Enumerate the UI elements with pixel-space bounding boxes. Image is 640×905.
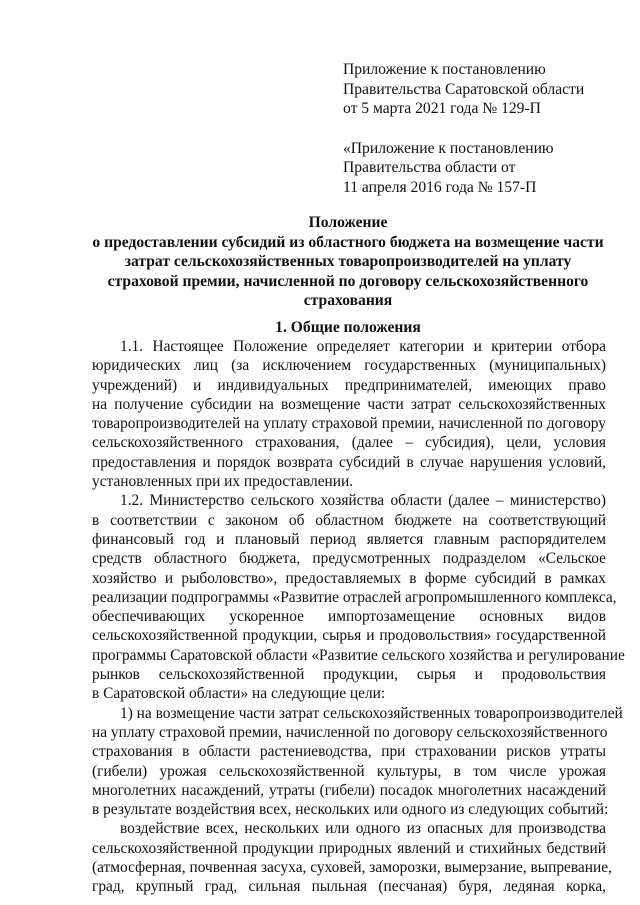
body-line: хозяйство и рыболовство», предоставляемых в форме субсидий в рамках <box>92 569 606 587</box>
body-line: установленных при их предоставлении. <box>92 473 354 491</box>
body-line: в Саратовской области» на следующие цели: <box>92 685 386 703</box>
approval-header <box>343 60 613 197</box>
body-line: на уплату страховой премии, начисленной по договору сельскохозяйственного <box>92 723 608 741</box>
body-line: в результате воздействия всех, нескольких или одного из следующих событий: <box>92 801 609 819</box>
body-line: (гибели) урожая сельскохозяйственной культуры, в том числе урожая <box>92 762 606 780</box>
body-line: обеспечивающих ускоренное импортозамещение основных видов <box>92 608 606 626</box>
body-line: финансовый год и плановый период является главным распорядителем <box>92 530 606 548</box>
body-line: на получение субсидии на возмещение части затрат сельскохозяйственных <box>92 395 606 413</box>
approval-spacer <box>343 119 613 139</box>
body-line: (атмосферная, почвенная засуха, суховей, заморозки, вымерзание, выпревание, <box>92 859 612 877</box>
body-line: реализации подпрограммы «Развитие отраслей агропромышленного комплекса, <box>92 588 617 606</box>
approval-line: 11 апреля 2016 года № 157-П <box>343 178 537 196</box>
title-line: страхования <box>303 292 393 310</box>
body-line: рынков сельскохозяйственной продукции, сырья и продовольствия <box>92 666 606 684</box>
body-line: средств областного бюджета, предусмотренных подразделом «Сельское <box>92 550 606 568</box>
body-line: сельскохозяйственной продукции природных явлений и стихийных бедствий <box>92 839 606 857</box>
body-line: 1.2. Министерство сельского хозяйства области (далее – министерство) <box>120 492 606 510</box>
body-line: 1.1. Настоящее Положение определяет категории и критерии отбора <box>120 338 606 355</box>
approval-line: «Приложение к постановлению <box>343 139 554 157</box>
body-line: сельскохозяйственного страхования, (далее – субсидия), цели, условия <box>92 434 606 452</box>
body-line: товаропроизводителей на уплату страховой премии, начисленной по договору <box>92 415 606 433</box>
body-line: град, крупный град, сильная пыльная (песчаная) буря, ледяная корка, <box>92 878 606 896</box>
body-text <box>92 337 625 897</box>
body-line: страхования в области растениеводства, при страховании рисков утраты <box>92 743 606 761</box>
title-line: о предоставлении субсидий из областного бюджета на возмещение части <box>92 233 604 251</box>
approval-line: Приложение к постановлению <box>343 61 546 78</box>
title-heading: Положение <box>308 214 388 231</box>
body-line: 1) на возмещение части затрат сельскохозяйственных товаропроизводителей <box>120 704 623 722</box>
approval-line: от 5 марта 2021 года № 129-П <box>343 100 541 117</box>
title-line: затрат сельскохозяйственных товаропроизводителей на уплату <box>124 253 572 271</box>
body-line: многолетних насаждений, утраты (гибели) посадок многолетних насаждений <box>92 781 606 799</box>
body-line: предоставления и порядок возврата субсидий в случае нарушения условий, <box>92 453 606 471</box>
approval-line: Правительства Саратовской области <box>343 80 585 98</box>
section-heading: 1. Общие положения <box>275 319 421 336</box>
approval-line: Правительства области от <box>343 159 516 176</box>
body-line: воздействие всех, нескольких или одного из опасных для производства <box>120 820 606 838</box>
body-line: в соответствии с законом об областном бюджете на соответствующий <box>92 511 606 529</box>
title-line: страховой премии, начисленной по договору сельскохозяйственного <box>107 272 589 290</box>
body-line: юридических лиц (за исключением государственных (муниципальных) <box>92 357 606 375</box>
body-line: программы Саратовской области «Развитие сельского хозяйства и регулирование <box>92 646 625 664</box>
document-title <box>86 213 610 311</box>
body-line: сельскохозяйственной продукции, сырья и продовольствия» государственной <box>92 627 606 645</box>
body-line: учреждений) и индивидуальных предпринимателей, имеющих право <box>92 376 606 394</box>
